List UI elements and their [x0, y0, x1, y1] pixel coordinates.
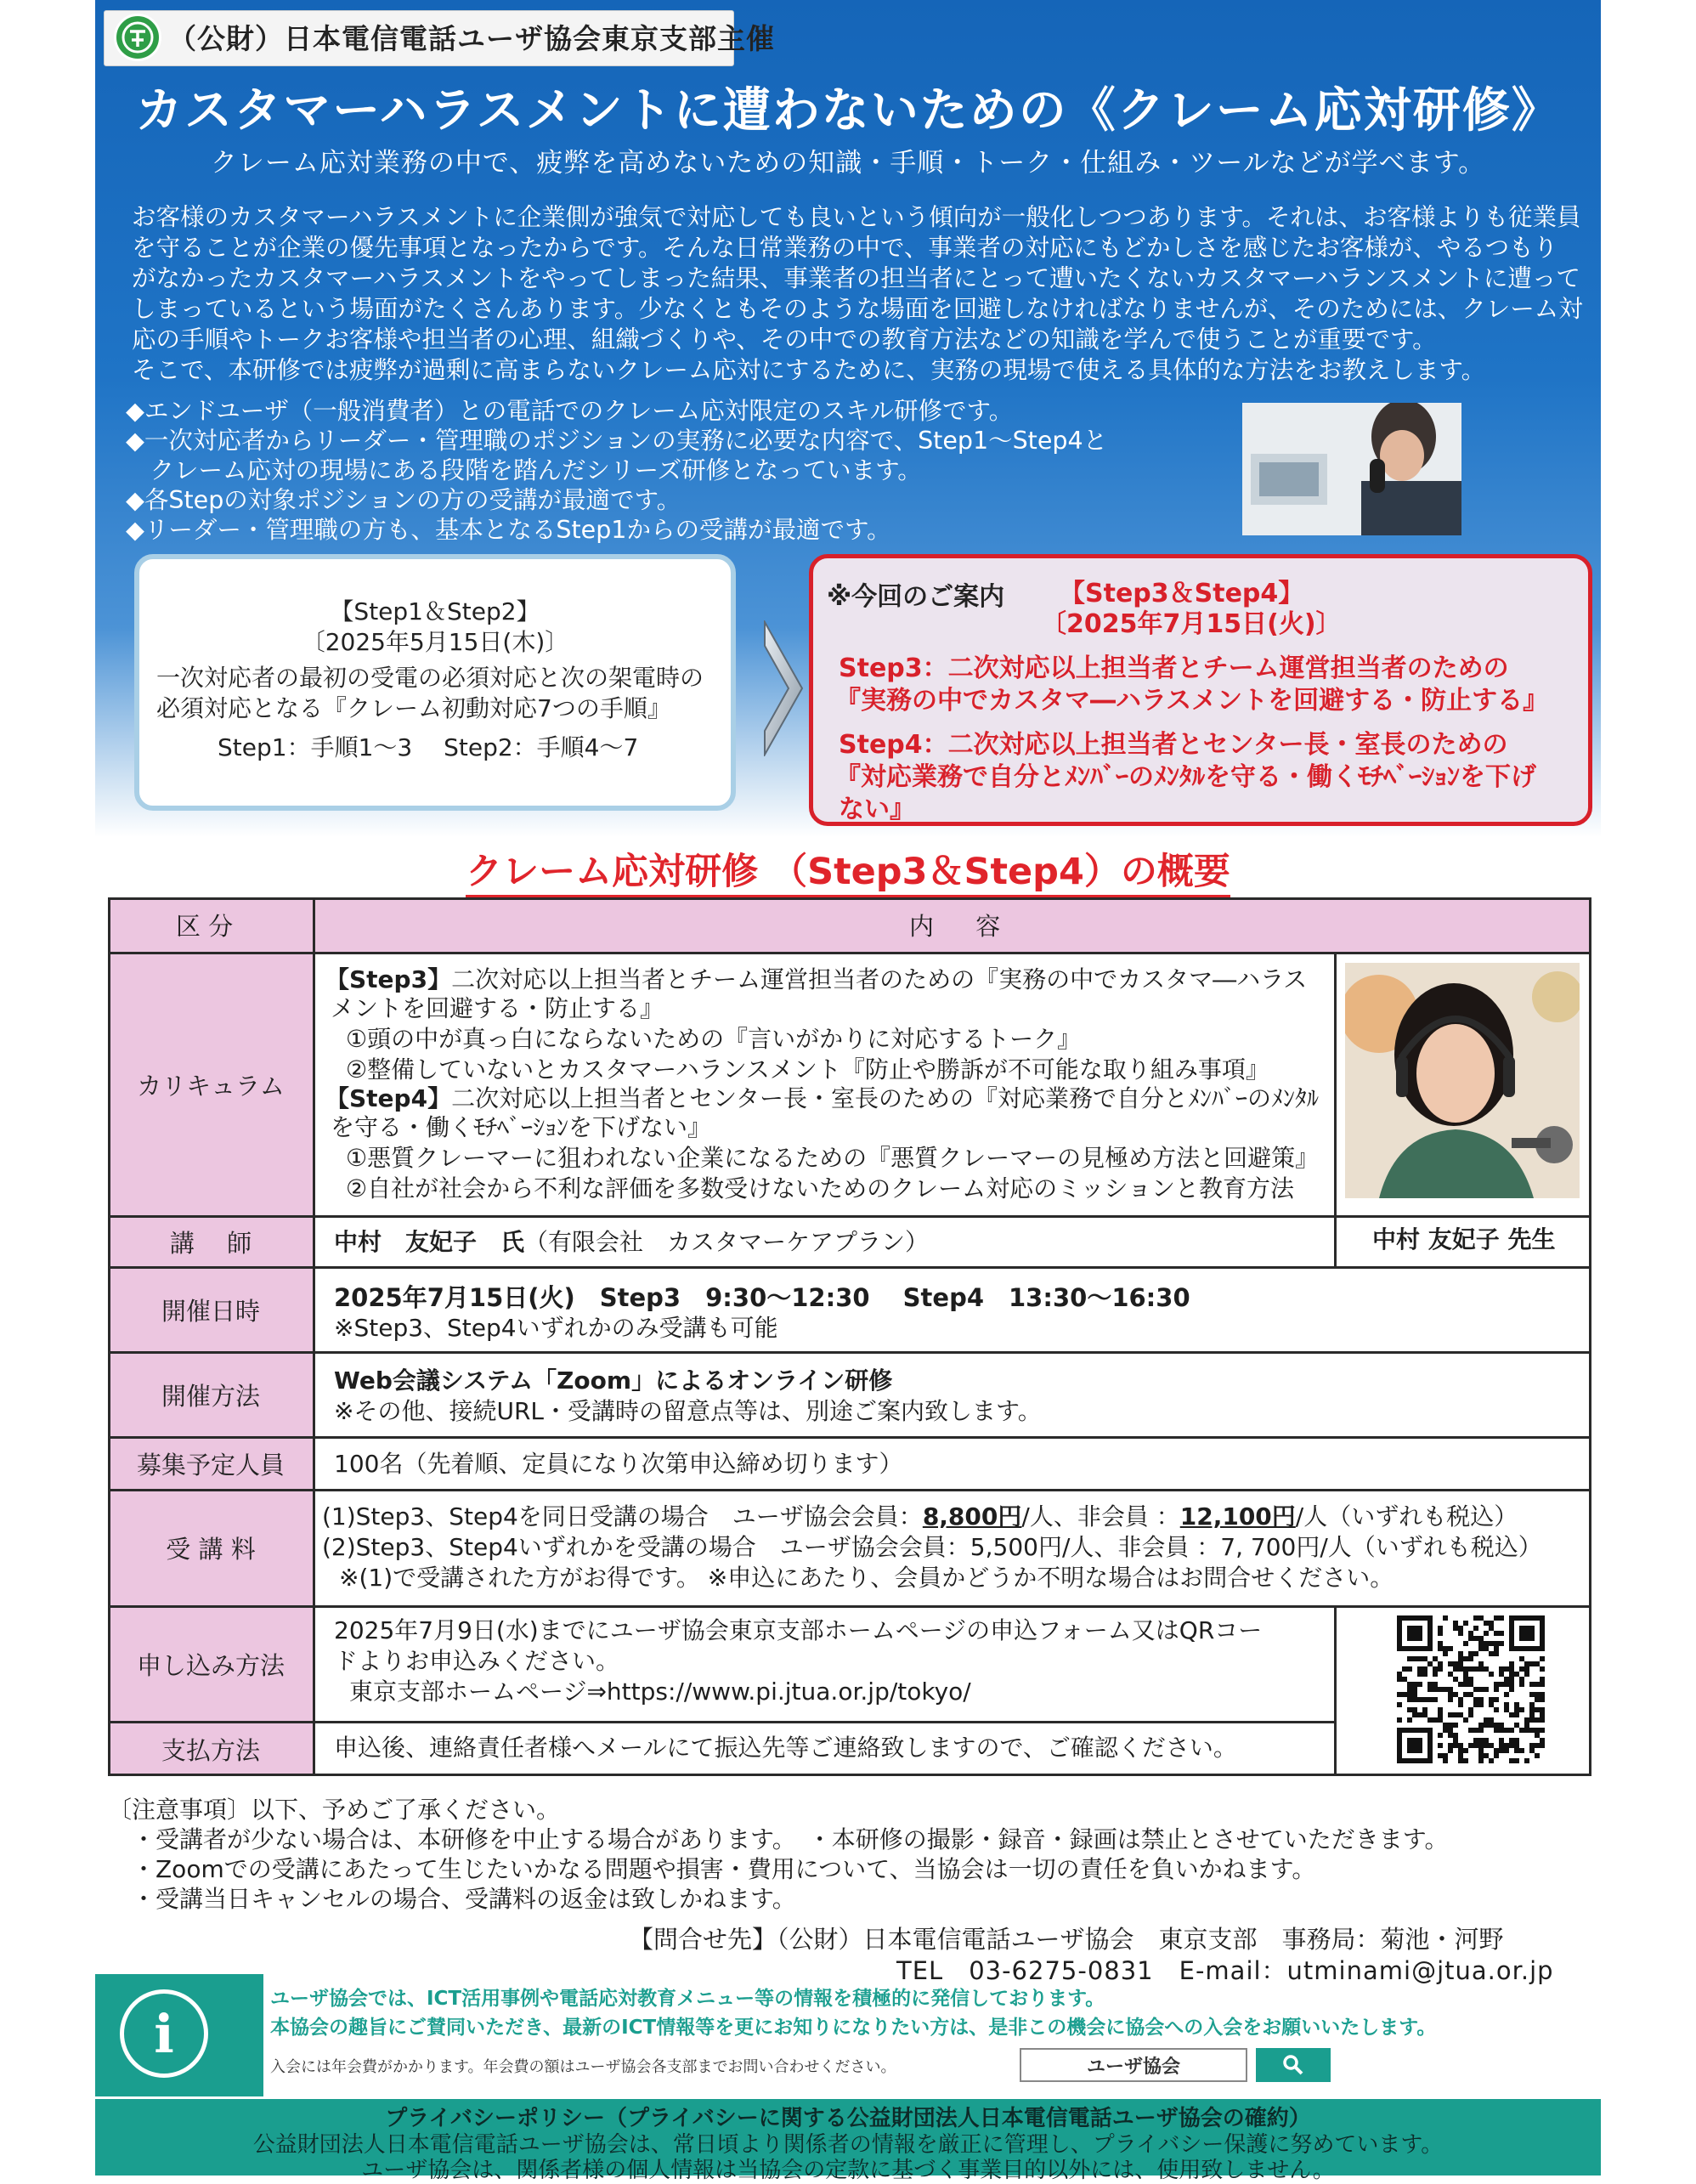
- curriculum-item: ②自社が社会から不利な評価を多数受けないためのクレーム対応のミッションと教育方法: [346, 1174, 1294, 1202]
- footer-message: ユーザ協会では、ICT活用事例や電話応対教育メニュー等の情報を積極的に発信しております。: [270, 1988, 1105, 2010]
- label-fee: 受 講 料: [108, 1490, 314, 1606]
- bullet-item: ◆リーダー・管理職の方も、基本となるStep1からの受講が最適です。: [126, 516, 891, 544]
- grid-line: [1334, 952, 1337, 1267]
- payment-value: 申込後、連絡責任者様へメールにて振込先等ご連絡致しますので、ご確認ください。: [334, 1734, 1237, 1762]
- header-content: 内 容: [909, 912, 1018, 941]
- fee-line-suffix: /人（いずれも税込）: [1295, 1502, 1518, 1530]
- fee-line-mid: /人、非会員 ：: [1021, 1502, 1180, 1530]
- intro-line: お客様のカスタマーハラスメントに企業側が強気で対応しても良いという傾向が一般化しつつあります。それは、お客様よりも従業員: [132, 203, 1581, 231]
- bullet-item: ◆一次対応者からリーダー・管理職のポジションの実務に必要な内容で、Step1～Step4と: [126, 427, 1108, 455]
- step3-tag: 【Step3】: [325, 965, 452, 993]
- intro-line: 応の手順やトークお客様や担当者の心理、組織づくりや、その中での教育方法などの知識を学んで使うことが重要です。: [132, 325, 1437, 354]
- search-input[interactable]: ユーザ協会: [1020, 2048, 1247, 2082]
- capacity-value: 100名（先着順、定員になり次第申込締め切ります）: [334, 1450, 903, 1478]
- step3-theme: 『実務の中でカスタマ―ハラスメントを回避する・防止する』: [835, 686, 1549, 716]
- contact-tel-email: TEL 03-6275-0831 E-mail：utminami@jtua.or.jp: [896, 1956, 1554, 1985]
- feature-bullets: [126, 396, 1230, 545]
- privacy-title: プライバシーポリシー（プライバシーに関する公益財団法人日本電信電話ユーザ協会の確約）: [385, 2106, 1311, 2131]
- label-capacity: 募集予定人員: [108, 1437, 314, 1490]
- office-phone-photo: [1242, 403, 1461, 535]
- grid-line: [1589, 897, 1591, 1776]
- privacy-text: 公益財団法人日本電信電話ユーザ協会は、常日頃より関係者の情報を厳正に管理し、プライバシー保護に努めています。: [252, 2132, 1444, 2158]
- grid-line: [108, 897, 1591, 900]
- step12-date: 〔2025年5月15日(木)〕: [301, 628, 569, 656]
- label-apply: 申し込み方法: [108, 1606, 314, 1722]
- step4-heading-text: 二次対応以上担当者とセンター長・室長のための『対応業務で自分とﾒﾝﾊﾞｰのﾒﾝﾀﾙ: [451, 1084, 1319, 1112]
- grid-line: [108, 1721, 1335, 1723]
- notes-item: ・受講者が少ない場合は、本研修を中止する場合があります。 ・本研修の撮影・録音・録画は禁止とさせていただきます。: [108, 1825, 1449, 1853]
- step12-title: 【Step1＆Step2】: [330, 597, 540, 625]
- apply-url-link[interactable]: 東京支部ホームページ⇒https://www.pi.jtua.or.jp/tokyo/: [349, 1678, 971, 1706]
- bullet-item: ◆エンドユーザ（一般消費者）との電話でのクレーム応対限定のスキル研修です。: [126, 397, 1014, 425]
- grid-line: [108, 1351, 1591, 1354]
- grid-line: [108, 1215, 1591, 1218]
- intro-line: を守ることが企業の優先事項となったからです。そんな日常業務の中で、事業者の対応にもどかしさを感じたお客様が、やるつもり: [132, 234, 1558, 262]
- instructor-photo-caption: 中村 友妃子 先生: [1372, 1225, 1556, 1253]
- label-method: 開催方法: [108, 1352, 314, 1437]
- notes-item: ・受講当日キャンセルの場合、受講料の返金は致しかねます。: [108, 1885, 796, 1913]
- privacy-text: ユーザ協会は、関係者様の個人情報は当協会の定款に基づく事業目的以外には、使用致しません。: [361, 2158, 1335, 2183]
- curriculum-step4-heading: [325, 1084, 1319, 1113]
- header-category: 区 分: [176, 912, 234, 941]
- info-icon: i: [120, 1989, 208, 2078]
- step4-theme-cont: ない』: [839, 795, 915, 824]
- grid-line: [108, 1436, 1591, 1439]
- fee-line: (2)Step3、Step4いずれかを受講の場合 ユーザ協会会員：5,500円/人、非会員 ：7, 700円/人（いずれも税込）: [322, 1533, 1542, 1561]
- grid-line: [108, 952, 1591, 954]
- application-qr-code[interactable]: [1397, 1615, 1545, 1763]
- fee-nonmember-price: 12,100円: [1179, 1502, 1296, 1530]
- step12-desc-line: 必須対応となる『クレーム初動対応7つの手順』: [156, 694, 671, 722]
- page-subtitle: クレーム応対業務の中で、疲弊を高めないための知識・手順・トーク・仕組み・ツールなどが学べます。: [210, 148, 1486, 178]
- instructor-cell: [334, 1228, 929, 1257]
- label-datetime: 開催日時: [108, 1267, 314, 1352]
- notes-section: [108, 1795, 1449, 1914]
- grid-line: [108, 1489, 1591, 1491]
- intro-paragraph: [132, 202, 1583, 386]
- intro-line: そこで、本研修では疲弊が過剰に高まらないクレーム応対にするために、実務の現場で使える具体的な方法をお教えします。: [132, 356, 1486, 384]
- step12-desc-line: 一次対応者の最初の受電の必須対応と次の架電時の: [156, 664, 704, 692]
- curriculum-step3-heading-cont: メントを回避する・防止する』: [331, 994, 664, 1022]
- overview-heading-text: クレーム応対研修 （Step3＆Step4）の概要: [466, 851, 1230, 897]
- organization-logo-icon: [114, 14, 161, 61]
- table-header-row: [108, 897, 1591, 953]
- search-button[interactable]: [1256, 2048, 1331, 2082]
- datetime-value: 2025年7月15日(火) Step3 9:30～12:30 Step4 13:30～16:30: [334, 1283, 1190, 1312]
- apply-line: ドよりお申込みください。: [334, 1647, 620, 1675]
- bullet-item: ◆各Stepの対象ポジションの方の受講が最適です。: [126, 486, 681, 514]
- instructor-photo: [1345, 963, 1580, 1198]
- overview-heading: [95, 843, 1601, 895]
- bullet-item: クレーム応対の現場にある段階を踏んだシリーズ研修となっています。: [126, 456, 922, 484]
- step3-heading: Step3：二次対応以上担当者とチーム運営担当者のための: [839, 654, 1509, 683]
- search-icon: [1281, 2053, 1305, 2077]
- label-payment: 支払方法: [108, 1722, 314, 1776]
- curriculum-item: ①頭の中が真っ白にならないための『言いがかりに対応するトーク』: [346, 1025, 1082, 1053]
- instructor-name: 中村 友妃子 氏: [334, 1228, 525, 1256]
- step3-heading-text: 二次対応以上担当者とチーム運営担当者のための『実務の中でカスタマ―ハラス: [451, 965, 1308, 993]
- step4-heading: Step4：二次対応以上担当者とセンター長・室長のための: [839, 730, 1508, 760]
- page-title: カスタマーハラスメントに遭わないための《クレーム応対研修》: [135, 83, 1561, 139]
- instructor-company: （有限会社 カスタマーケアプラン）: [524, 1228, 930, 1256]
- grid-line: [108, 897, 110, 1776]
- notes-item: ・Zoomでの受講にあたって生じたいかなる問題や損害・費用について、当協会は一切の責任を負いかねます。: [108, 1855, 1316, 1883]
- step34-title: 【Step3＆Step4】: [1060, 579, 1304, 608]
- step4-tag: 【Step4】: [325, 1084, 452, 1112]
- footer-message: 本協会の趣旨にご賛同いただき、最新のICT情報等を更にお知りになりたい方は、是非この機会に協会への入会をお願いいたします。: [270, 2017, 1437, 2039]
- current-notice-label: ※今回のご案内: [827, 582, 1005, 612]
- fee-line-prefix: (1)Step3、Step4を同日受講の場合 ユーザ協会会員：: [322, 1502, 923, 1530]
- contact-office: 【問合せ先】（公財）日本電信電話ユーザ協会 東京支部 事務局：菊池・河野: [629, 1925, 1504, 1954]
- method-note: ※その他、接続URL・受講時の留意点等は、別途ご案内致します。: [334, 1397, 1042, 1425]
- step12-info-box: [134, 554, 736, 811]
- step12-steps: Step1：手順1～3 Step2：手順4～7: [218, 733, 639, 761]
- fee-member-price: 8,800円: [922, 1502, 1022, 1530]
- grid-line: [313, 897, 315, 1776]
- step34-highlight-box: [809, 554, 1592, 826]
- step34-date: 〔2025年7月15日(火)〕: [1041, 609, 1342, 639]
- intro-line: しまっているという場面がたくさんあります。少なくともそのような場面を回避しなければなりませんが、そのためには、クレーム対: [132, 295, 1583, 323]
- curriculum-step4-heading-cont: を守る・働くﾓﾁﾍﾞｰｼｮﾝを下げない』: [331, 1113, 712, 1141]
- organizer-text: （公財）日本電信電話ユーザ協会東京支部主催: [168, 22, 775, 55]
- apply-line: 2025年7月9日(水)までにユーザ協会東京支部ホームページの申込フォーム又はQRコー: [334, 1616, 1263, 1644]
- chevron-right-icon: [763, 620, 804, 756]
- curriculum-step3-heading: [325, 965, 1307, 994]
- grid-line: [108, 1266, 1591, 1269]
- footer-fee-note: 入会には年会費がかかります。年会費の額はユーザ協会各支部までお問い合わせください。: [270, 2058, 896, 2076]
- label-instructor: 講 師: [108, 1216, 314, 1267]
- curriculum-item: ①悪質クレーマーに狙われない企業になるための『悪質クレーマーの見極め方法と回避策』: [346, 1144, 1320, 1172]
- curriculum-item: ②整備していないとカスタマーハランスメント『防止や勝訴が不可能な取り組み事項』: [346, 1055, 1269, 1084]
- grid-line: [108, 1605, 1591, 1608]
- datetime-note: ※Step3、Step4いずれかのみ受講も可能: [334, 1314, 778, 1342]
- notes-heading: 〔注意事項〕以下、予めご了承ください。: [108, 1796, 561, 1824]
- intro-line: がなかったカスタマーハラスメントをやってしまった結果、事業者の担当者にとって遭いたくないカスタマーハランスメントに遭って: [132, 264, 1580, 292]
- fee-line: [322, 1502, 1518, 1531]
- grid-line: [108, 1774, 1591, 1776]
- label-curriculum: カリキュラム: [108, 953, 314, 1216]
- grid-line: [1334, 1606, 1337, 1776]
- step4-theme: 『対応業務で自分とﾒﾝﾊﾞｰのﾒﾝﾀﾙを守る・働くﾓﾁﾍﾞｰｼｮﾝを下げ: [835, 762, 1536, 792]
- fee-note: ※(1)で受講された方がお得です。 ※申込にあたり、会員かどうか不明な場合はお問合せください。: [339, 1564, 1394, 1592]
- method-value: Web会議システム「Zoom」によるオンライン研修: [334, 1366, 893, 1395]
